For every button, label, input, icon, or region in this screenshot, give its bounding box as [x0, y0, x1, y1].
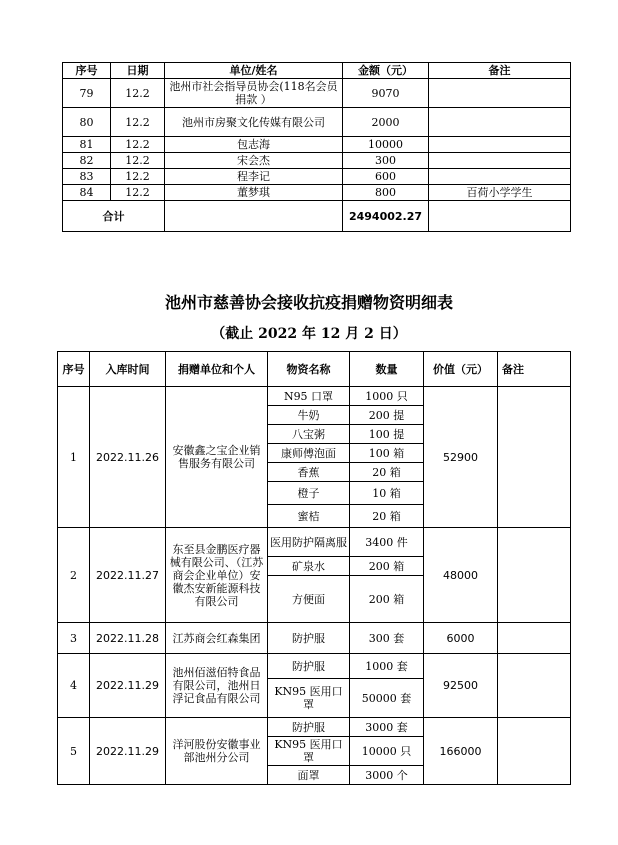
cell-date: 12.2 — [111, 108, 165, 137]
total-note — [429, 201, 571, 232]
cell-name: 董梦琪 — [165, 185, 343, 201]
cell-note — [498, 718, 571, 785]
cell-no: 82 — [63, 153, 111, 169]
cell-qty: 3400 件 — [350, 528, 424, 557]
donation-table — [62, 62, 571, 232]
col-header-qty: 数量 — [350, 352, 424, 387]
total-empty — [165, 201, 343, 232]
table-row — [63, 137, 571, 153]
cell-value: 52900 — [424, 387, 498, 528]
cell-qty: 200 提 — [350, 406, 424, 425]
cell-note — [429, 137, 571, 153]
cell-no: 1 — [58, 387, 90, 528]
table-row — [58, 387, 571, 406]
col-header-date: 入库时间 — [90, 352, 166, 387]
cell-date: 2022.11.27 — [90, 528, 166, 623]
cell-donor: 东至县金鹏医疗器械有限公司、（江苏商会企业单位）安徽杰安新能源科技有限公司 — [166, 528, 268, 623]
cell-note — [429, 169, 571, 185]
col-header-no: 序号 — [63, 63, 111, 79]
cell-qty: 100 箱 — [350, 444, 424, 463]
cell-item: 防护服 — [268, 623, 350, 654]
table-row — [63, 185, 571, 201]
cell-item: KN95 医用口罩 — [268, 679, 350, 718]
cell-no: 3 — [58, 623, 90, 654]
cell-no: 79 — [63, 79, 111, 108]
cell-note: 百荷小学学生 — [429, 185, 571, 201]
cell-item: 方便面 — [268, 576, 350, 623]
cell-name: 池州市房聚文化传媒有限公司 — [165, 108, 343, 137]
cell-amount: 2000 — [343, 108, 429, 137]
table-row — [63, 153, 571, 169]
cell-amount: 9070 — [343, 79, 429, 108]
cell-date: 2022.11.29 — [90, 718, 166, 785]
cell-name: 包志海 — [165, 137, 343, 153]
cell-no: 81 — [63, 137, 111, 153]
cell-item: 面罩 — [268, 766, 350, 785]
cell-amount: 10000 — [343, 137, 429, 153]
total-label: 合计 — [63, 201, 165, 232]
cell-item: 橙子 — [268, 482, 350, 505]
cell-date: 12.2 — [111, 137, 165, 153]
cell-name: 池州市社会指导员协会(118名会员捐款 ） — [165, 79, 343, 108]
cell-value: 92500 — [424, 654, 498, 718]
cell-amount: 800 — [343, 185, 429, 201]
table-row — [63, 169, 571, 185]
col-header-date: 日期 — [111, 63, 165, 79]
table-row — [58, 718, 571, 737]
cell-date: 12.2 — [111, 79, 165, 108]
cell-donor: 池州佰滋佰特食品有限公司，池州日浮记食品有限公司 — [166, 654, 268, 718]
cell-note — [429, 153, 571, 169]
cell-no: 80 — [63, 108, 111, 137]
page-subtitle: （截止 2022 年 12 月 2 日） — [211, 326, 407, 342]
page-title: 池州市慈善协会接收抗疫捐赠物资明细表 — [164, 293, 453, 312]
total-row — [63, 201, 571, 232]
col-header-amount: 金额（元） — [343, 63, 429, 79]
cell-qty: 20 箱 — [350, 463, 424, 482]
cell-qty: 10 箱 — [350, 482, 424, 505]
cell-value: 48000 — [424, 528, 498, 623]
cell-donor: 江苏商会红森集团 — [166, 623, 268, 654]
cell-date: 2022.11.26 — [90, 387, 166, 528]
cell-qty: 200 箱 — [350, 576, 424, 623]
cell-date: 2022.11.29 — [90, 654, 166, 718]
cell-note — [498, 387, 571, 528]
cell-note — [429, 108, 571, 137]
cell-date: 2022.11.28 — [90, 623, 166, 654]
cell-value: 166000 — [424, 718, 498, 785]
cell-qty: 10000 只 — [350, 737, 424, 766]
cell-donor: 洋河股份安徽事业部池州分公司 — [166, 718, 268, 785]
cell-item: 矿泉水 — [268, 557, 350, 576]
cell-name: 程李记 — [165, 169, 343, 185]
cell-no: 83 — [63, 169, 111, 185]
cell-qty: 200 箱 — [350, 557, 424, 576]
cell-item: 防护服 — [268, 718, 350, 737]
cell-value: 6000 — [424, 623, 498, 654]
cell-note — [498, 654, 571, 718]
cell-amount: 300 — [343, 153, 429, 169]
cell-qty: 50000 套 — [350, 679, 424, 718]
cell-date: 12.2 — [111, 153, 165, 169]
table-header-row — [63, 63, 571, 79]
cell-qty: 100 提 — [350, 425, 424, 444]
col-header-value: 价值（元） — [424, 352, 498, 387]
cell-no: 84 — [63, 185, 111, 201]
cell-qty: 20 箱 — [350, 505, 424, 528]
table-row — [58, 528, 571, 557]
cell-qty: 1000 只 — [350, 387, 424, 406]
cell-note — [429, 79, 571, 108]
cell-no: 5 — [58, 718, 90, 785]
table-row — [63, 79, 571, 108]
cell-name: 宋会杰 — [165, 153, 343, 169]
cell-item: 康师傅泡面 — [268, 444, 350, 463]
cell-note — [498, 528, 571, 623]
col-header-donor: 捐赠单位和个人 — [166, 352, 268, 387]
cell-item: N95 口罩 — [268, 387, 350, 406]
col-header-note: 备注 — [429, 63, 571, 79]
col-header-no: 序号 — [58, 352, 90, 387]
cell-no: 2 — [58, 528, 90, 623]
cell-item: 蜜桔 — [268, 505, 350, 528]
cell-donor: 安徽鑫之宝企业销售服务有限公司 — [166, 387, 268, 528]
cell-note — [498, 623, 571, 654]
col-header-name: 单位/姓名 — [165, 63, 343, 79]
table-header-row — [58, 352, 571, 387]
cell-qty: 300 套 — [350, 623, 424, 654]
col-header-item: 物资名称 — [268, 352, 350, 387]
col-header-note: 备注 — [498, 352, 571, 387]
cell-date: 12.2 — [111, 185, 165, 201]
cell-qty: 3000 套 — [350, 718, 424, 737]
total-amount: 2494002.27 — [343, 201, 429, 232]
cell-qty: 3000 个 — [350, 766, 424, 785]
cell-item: KN95 医用口罩 — [268, 737, 350, 766]
cell-item: 香蕉 — [268, 463, 350, 482]
cell-qty: 1000 套 — [350, 654, 424, 679]
cell-item: 牛奶 — [268, 406, 350, 425]
cell-date: 12.2 — [111, 169, 165, 185]
cell-item: 防护服 — [268, 654, 350, 679]
table-row — [58, 654, 571, 679]
table-row — [58, 623, 571, 654]
cell-item: 八宝粥 — [268, 425, 350, 444]
supplies-table — [57, 351, 571, 785]
cell-item: 医用防护隔离服 — [268, 528, 350, 557]
cell-no: 4 — [58, 654, 90, 718]
cell-amount: 600 — [343, 169, 429, 185]
table-row — [63, 108, 571, 137]
